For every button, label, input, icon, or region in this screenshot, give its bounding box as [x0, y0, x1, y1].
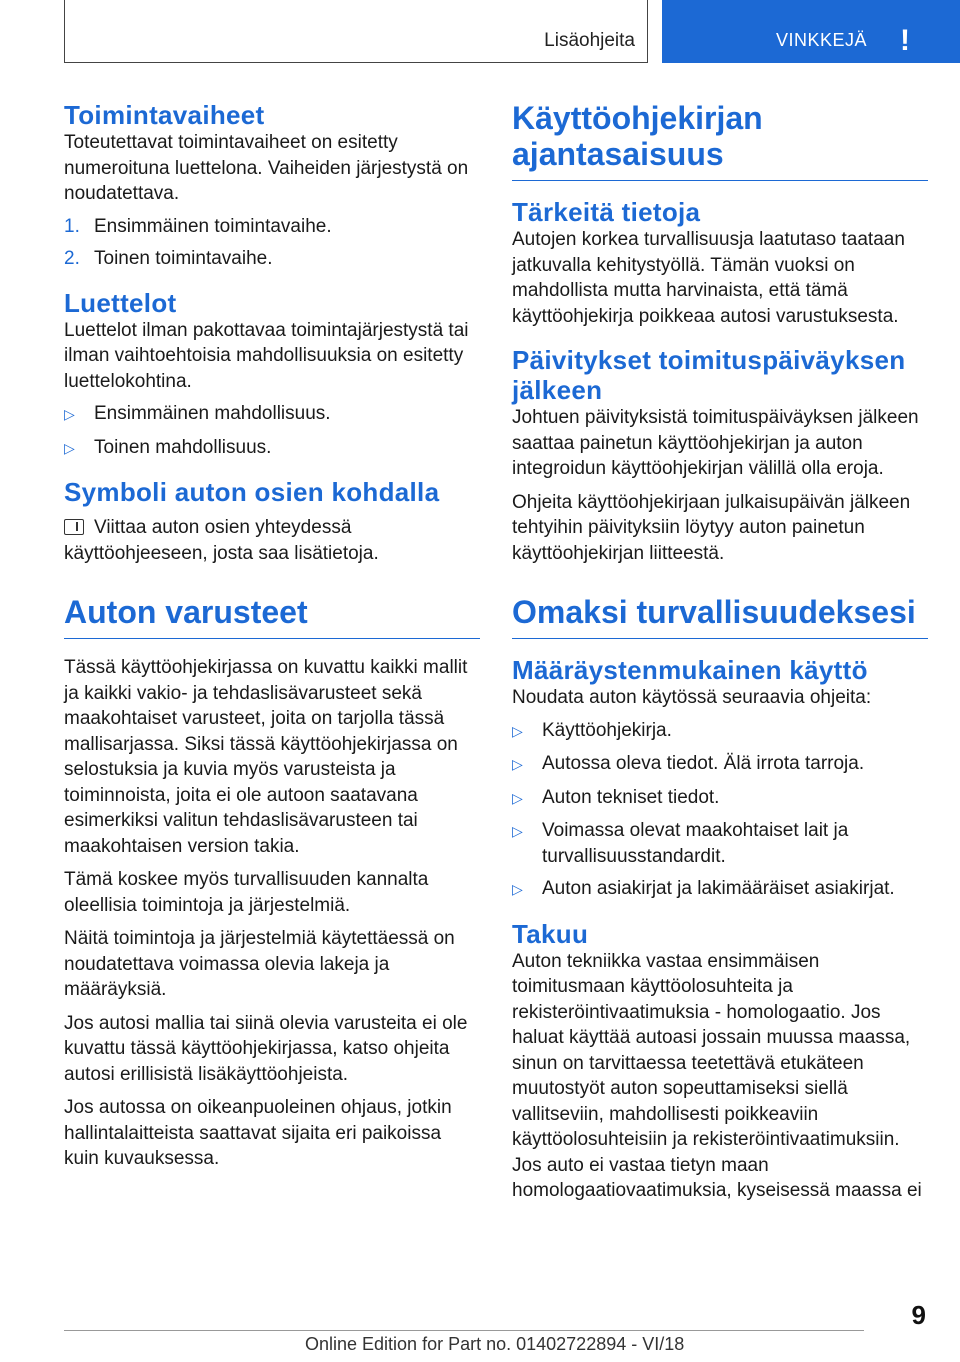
triangle-bullet-icon: ▷	[512, 881, 523, 897]
paragraph: Tässä käyttöohjekirjassa on kuvattu kaikki mallit ja kaikki vakio- ja tehdaslisävarusteet sekä maakohtaiset varusteet, joita on tarjolla tässä mallisarjassa. Siksi tässä käyttöohjekirjassa on selostuksia ja kuvia myös varusteista ja toiminnoista, joita ei ole autoon saatavana esimerkiksi valitun tehdaslisävarusteen tai maakohtaisen version takia.	[64, 657, 468, 857]
triangle-bullet-icon: ▷	[512, 722, 523, 739]
header-tab	[662, 0, 960, 63]
triangle-bullet-icon: ▷	[64, 439, 75, 456]
tab-label: VINKKEJÄ	[776, 30, 868, 50]
bullet-item: ▷ Toinen mahdollisuus.	[64, 435, 480, 462]
paragraph: Tämä koskee myös turvallisuuden kannalta oleellisia toimintoja ja järjestelmiä.	[64, 869, 429, 916]
paragraph: Noudata auton käytössä seuraavia ohjeita:	[512, 687, 872, 708]
heading-ajantasaisuus: Käyttöohjekirjan ajantasaisuus	[512, 100, 928, 181]
exclamation-icon: !	[900, 24, 910, 57]
bullet-item: ▷ Käyttöohjekirja.	[512, 718, 928, 745]
numbered-item: 2. Toinen toimintavaihe.	[64, 246, 480, 272]
bullet-item: ▷ Voimassa olevat maakohtaiset lait ja turvallisuusstandardit.	[512, 818, 928, 869]
bullet-item: ▷ Auton tekniset tiedot.	[512, 785, 928, 812]
section-title: Lisäohjeita	[544, 30, 635, 51]
heading-luettelot: Luettelot	[64, 287, 177, 318]
numbered-item: 1. Ensimmäinen toimintavaihe.	[64, 214, 480, 240]
page-number: 9	[911, 1300, 926, 1330]
paragraph: Johtuen päivityksistä toimituspäiväyksen jälkeen saattaa painetun käyttöohjekirjan ja auton integroidun käyttöohjekirjan välillä olla eroja.	[512, 407, 919, 479]
heading-auton-varusteet: Auton varusteet	[64, 594, 480, 639]
triangle-bullet-icon: ▷	[512, 823, 523, 839]
item-number: 1.	[64, 215, 80, 237]
left-column	[64, 100, 480, 1172]
footer-edition: Online Edition for Part no. 01402722894 - VI/18	[305, 1334, 685, 1354]
paragraph: Jos autosi mallia tai siinä olevia varusteita ei ole kuvattu tässä käyttöohjekirjassa, katso ohjeita autosi erillisistä lisäkäyttöohjeista.	[64, 1012, 468, 1085]
bullet-item: ▷ Ensimmäinen mahdollisuus.	[64, 401, 480, 428]
heading-tarkeita-tietoja: Tärkeitä tietoja	[512, 197, 701, 227]
triangle-bullet-icon: ▷	[64, 406, 75, 422]
paragraph: Ohjeita käyttöohjekirjaan julkaisupäivän jälkeen tehtyihin päivityksiin löytyy auton painetun käyttöohjekirjan liitteestä.	[512, 491, 911, 564]
heading-maaraystenmukainen: Määräystenmukainen käyttö	[512, 655, 868, 685]
triangle-bullet-icon: ▷	[512, 789, 523, 806]
heading-toimintavaiheet: Toimintavaiheet	[64, 100, 265, 130]
paragraph: Näitä toimintoja ja järjestelmiä käytettäessä on noudatettava voimassa olevia lakeja ja määräyksiä.	[64, 928, 455, 1000]
paragraph: Luettelot ilman pakottavaa toimintajärjestystä tai ilman vaihtoehtoisia mahdollisuuksia on esitetty luettelokohtina.	[64, 319, 469, 392]
paragraph: Autojen korkea turvallisuusja laatutaso taataan jatkuvalla kehitystyöllä. Tämän vuoksi on mahdollista mutta harvinaista, että tämä käyttöohjekirja poikkeaa autosi varustuksesta.	[512, 229, 905, 327]
heading-symboli: Symboli auton osien kohdalla	[64, 477, 440, 507]
paragraph: Jos autossa on oikeanpuoleinen ohjaus, jotkin hallintalaitteista saattavat sijaita eri paikoissa kuin kuvauksessa.	[64, 1097, 452, 1169]
heading-turvallisuudeksesi: Omaksi turvallisuudeksesi	[512, 594, 928, 639]
footer-divider	[64, 1330, 864, 1331]
header-section-box	[64, 0, 648, 63]
heading-paivitykset: Päivitykset toimituspäiväyksen jälkeen	[512, 345, 906, 405]
item-number: 2.	[64, 248, 80, 269]
manual-symbol-icon	[64, 519, 84, 535]
right-column	[512, 100, 928, 1204]
bullet-item: ▷ Autossa oleva tiedot. Älä irrota tarroja.	[512, 751, 928, 778]
paragraph: Auton tekniikka vastaa ensimmäisen toimitusmaan käyttöolosuhteita ja rekisteröintivaatimuksia - homologaatio. Jos haluat käyttää autoasi jossain muussa maassa, sinun on tarvittaessa teetettävä etukäteen muutostyöt auton sopeuttamiseksi siellä vallitseviin, mahdollisesti poikkeaviin käyttöolosuhteisiin ja rekisteröintivaatimuksiin. Jos auto ei vastaa tietyn maan homologaatiovaatimuksia, kyseisessä maassa ei	[512, 950, 922, 1201]
heading-takuu: Takuu	[512, 918, 589, 949]
bullet-item: ▷ Auton asiakirjat ja lakimääräiset asiakirjat.	[512, 876, 928, 903]
paragraph: Viittaa auton osien yhteydessä käyttöohjeeseen, josta saa lisätietoja.	[64, 517, 379, 564]
paragraph: Toteutettavat toimintavaiheet on esitetty numeroituna luettelona. Vaiheiden järjestystä on noudatettava.	[64, 132, 469, 204]
triangle-bullet-icon: ▷	[512, 756, 523, 772]
